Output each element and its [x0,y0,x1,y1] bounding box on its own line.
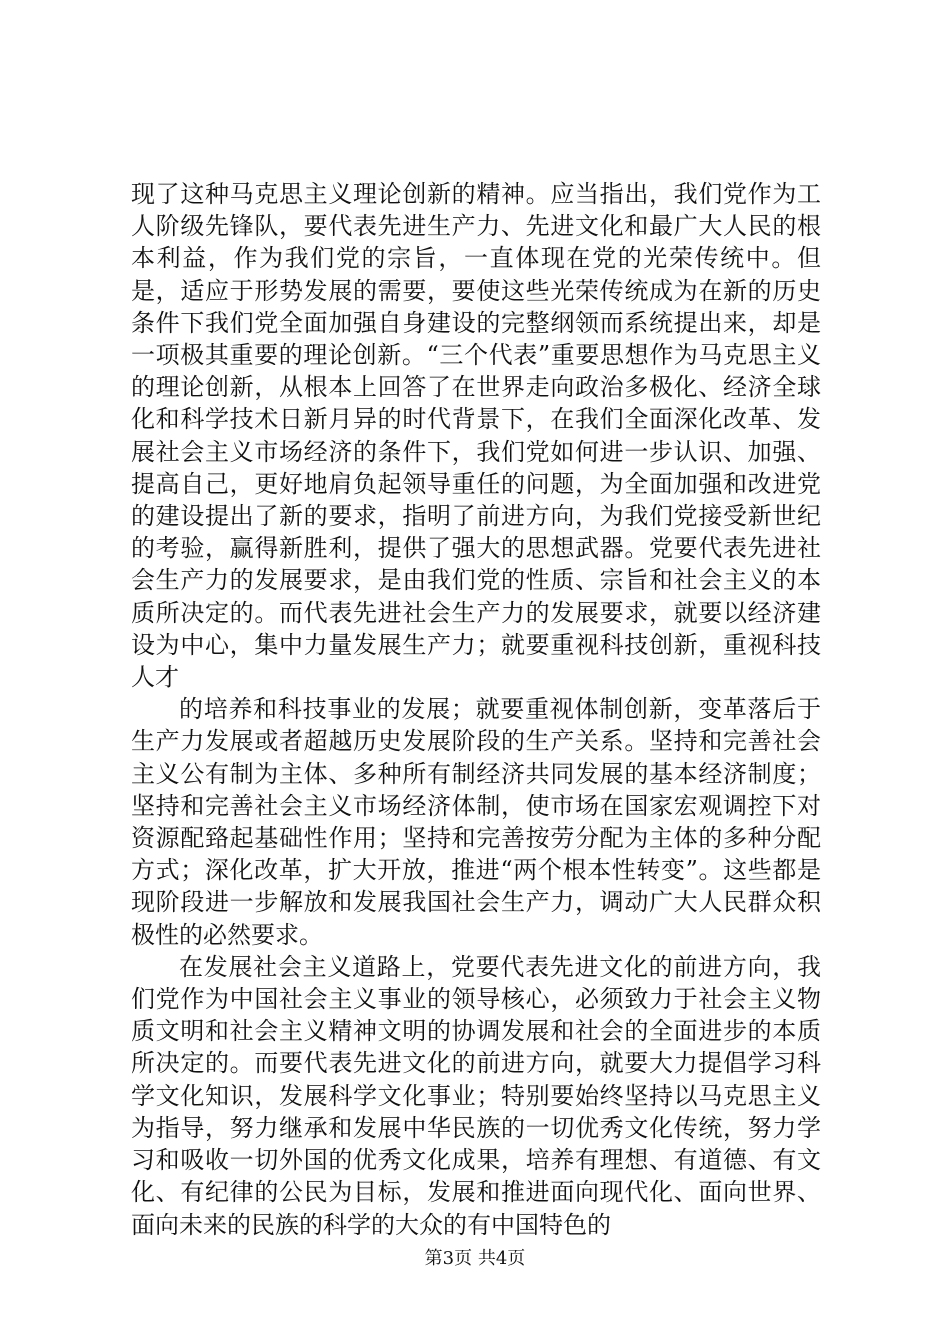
paragraph-2: 的培养和科技事业的发展；就要重视体制创新，变革落后于生产力发展或者超越历史发展阶段的生产关系。坚持和完善社会主义公有制为主体、多种所有制经济共同发展的基本经济制度；坚持和完善社会主义市场经济体制，使市场在国家宏观调控下对资源配臵起基础性作用；坚持和完善按劳分配为主体的多种分配方式；深化改革，扩大开放，推进“两个根本性转变”。这些都是现阶段进一步解放和发展我国社会生产力，调动广大人民群众积极性的必然要求。 [131,695,821,949]
page-number-label: 第3页 共4页 [424,1248,526,1269]
page-footer [0,1244,950,1270]
paragraph-3: 在发展社会主义道路上，党要代表先进文化的前进方向，我们党作为中国社会主义事业的领导核心，必须致力于社会主义物质文明和社会主义精神文明的协调发展和社会的全面进步的本质所决定的。而要代表先进文化的前进方向，就要大力提倡学习科学文化知识，发展科学文化事业；特别要始终坚持以马克思主义为指导，努力继承和发展中华民族的一切优秀文化传统，努力学习和吸收一切外国的优秀文化成果，培养有理想、有道德、有文化、有纪律的公民为目标，发展和推进面向现代化、面向世界、面向未来的民族的科学的大众的有中国特色的 [131,952,821,1239]
paragraph-1: 现了这种马克思主义理论创新的精神。应当指出，我们党作为工人阶级先锋队，要代表先进生产力、先进文化和最广大人民的根本利益，作为我们党的宗旨，一直体现在党的光荣传统中。但是，适应于形势发展的需要，要使这些光荣传统成为在新的历史条件下我们党全面加强自身建设的完整纲领而系统提出来，却是一项极其重要的理论创新。“三个代表”重要思想作为马克思主义的理论创新，从根本上回答了在世界走向政治多极化、经济全球化和科学技术日新月异的时代背景下，在我们全面深化改革、发展社会主义市场经济的条件下，我们党如何进一步认识、加强、提高自己，更好地肩负起领导重任的问题，为全面加强和改进党的建设提出了新的要求，指明了前进方向，为我们党接受新世纪的考验，赢得新胜利，提供了强大的思想武器。党要代表先进社会生产力的发展要求，是由我们党的性质、宗旨和社会主义的本质所决定的。而代表先进社会生产力的发展要求，就要以经济建设为中心，集中力量发展生产力；就要重视科技创新，重视科技人才 [131,180,821,692]
body-text [131,178,821,1241]
